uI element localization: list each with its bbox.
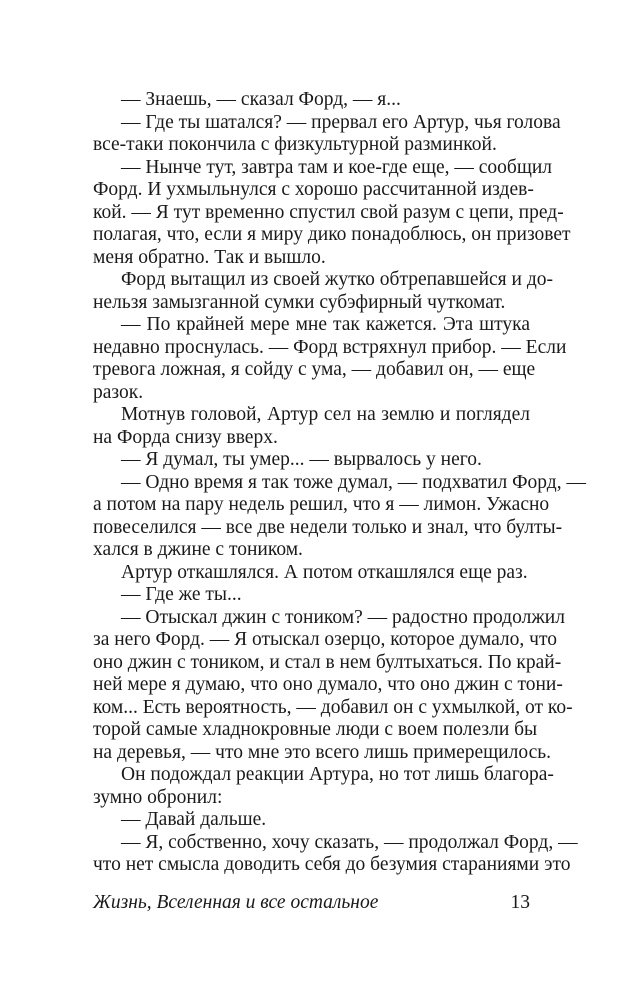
text-line: все-таки покончила с физкультурной разминкой. bbox=[93, 134, 497, 155]
text-line: за него Форд. — Я отыскал озерцо, которое думало, что bbox=[93, 629, 557, 650]
text-line: — Давай дальше. bbox=[121, 809, 267, 830]
text-line: — Где ты шатался? — прервал его Артур, чья голова bbox=[121, 111, 561, 133]
text-line: Он подождал реакции Артура, но тот лишь благора- bbox=[121, 764, 554, 785]
text-line: — Где же ты... bbox=[121, 584, 242, 605]
text-line: оно джин с тоником, и стал в нем бултыхаться. По край- bbox=[93, 651, 562, 673]
text-line: Артур откашлялся. А потом откашлялся еще раз. bbox=[121, 561, 528, 583]
text-line: недавно проснулась. — Форд встряхнул прибор. — Если bbox=[93, 336, 567, 358]
text-line: торой самые хладнокровные люди с воем полезли бы bbox=[93, 719, 538, 740]
text-line: ком... Есть вероятность, — добавил он с ухмылкой, от ко- bbox=[93, 696, 573, 718]
text-line: Форд вытащил из своей жутко обтрепавшейся и до- bbox=[121, 269, 553, 290]
text-line: что нет смысла доводить себя до безумия стараниями это bbox=[93, 854, 571, 875]
text-line: — Отыскал джин с тоником? — радостно продолжил bbox=[121, 606, 565, 628]
text-line: полагая, что, если я миру дико понадоблюсь, он призовет bbox=[93, 224, 571, 245]
text-line: тревога ложная, я сойду с ума, — добавил он, — еще bbox=[93, 359, 536, 380]
text-line: — Знаешь, — сказал Форд, — я... bbox=[121, 89, 401, 110]
text-line: — По крайней мере мне так кажется. Эта штука bbox=[121, 314, 530, 335]
text-line: Форд. И ухмыльнулся с хорошо рассчитанной издев- bbox=[93, 179, 534, 200]
body-text bbox=[93, 89, 586, 877]
text-line: а потом на пару недель решил, что я — лимон. Ужасно bbox=[93, 494, 550, 515]
text-line: — Нынче тут, завтра там и кое-где еще, — сообщил bbox=[121, 156, 553, 178]
text-line: разок. bbox=[93, 381, 144, 403]
text-line: — Я думал, ты умер... — вырвалось у него. bbox=[121, 449, 482, 470]
page-number: 13 bbox=[510, 892, 530, 913]
running-title: Жизнь, Вселенная и все остальное bbox=[93, 892, 379, 913]
text-line: на деревья, — что мне это всего лишь примерещилось. bbox=[93, 741, 551, 763]
text-line: зумно обронил: bbox=[93, 786, 223, 808]
text-line: — Я, собственно, хочу сказать, — продолжал Форд, — bbox=[121, 831, 578, 853]
text-line: Мотнув головой, Артур сел на землю и поглядел bbox=[121, 404, 530, 425]
text-line: ней мере я думаю, что оно думало, что оно джин с тони- bbox=[93, 674, 563, 695]
text-line: на Форда снизу вверх. bbox=[93, 426, 278, 448]
text-line: кой. — Я тут временно спустил свой разум с цепи, пред- bbox=[93, 201, 564, 223]
text-line: меня обратно. Так и вышло. bbox=[93, 246, 326, 268]
text-line: нельзя замызганной сумки субэфирный чуткомат. bbox=[93, 291, 506, 313]
text-line: — Одно время я так тоже думал, — подхватил Форд, — bbox=[121, 471, 586, 493]
text-line: хался в джине с тоником. bbox=[93, 539, 303, 560]
text-line: повеселился — все две недели только и знал, что булты- bbox=[93, 516, 563, 538]
page-footer bbox=[93, 890, 530, 916]
